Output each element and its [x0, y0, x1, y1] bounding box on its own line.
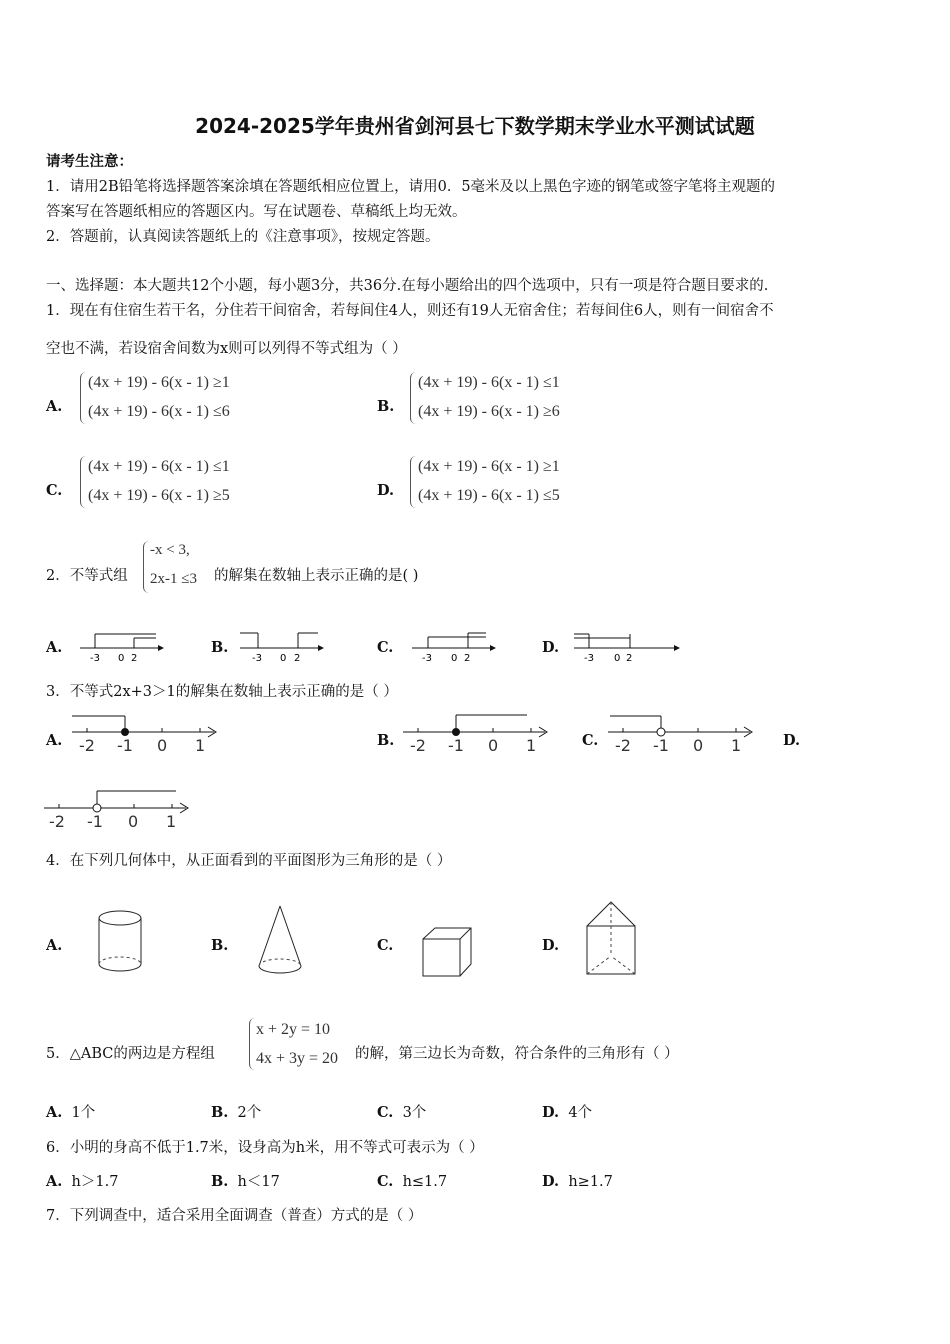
- q2-system: -x < 3, 2x-1 ≤3: [150, 542, 197, 587]
- q3-option-b-label[interactable]: B.: [377, 732, 395, 749]
- q2-option-c-numberline: [412, 628, 502, 664]
- q2-option-a-numberline: [80, 628, 170, 664]
- q3-text: 3．不等式2x+3＞1的解集在数轴上表示正确的是（ ）: [46, 684, 398, 700]
- q6-option-c[interactable]: C. h≤1.7: [377, 1173, 448, 1190]
- svg-text:-3: -3: [584, 653, 594, 664]
- cone-icon: [256, 904, 306, 978]
- svg-text:1: 1: [526, 736, 537, 755]
- brace: [80, 456, 86, 508]
- q1-option-c-label[interactable]: C.: [46, 482, 63, 499]
- q3-option-a-label[interactable]: A.: [46, 732, 63, 749]
- svg-text:1: 1: [731, 736, 742, 755]
- notice-line-1a: 1．请用2B铅笔将选择题答案涂填在答题纸相应位置上，请用0．5毫米及以上黑色字迹的钢笔或签字笔将主观题的: [46, 179, 776, 195]
- svg-text:0: 0: [118, 653, 125, 664]
- q5-suffix: 的解，第三边长为奇数，符合条件的三角形有（ ）: [355, 1046, 679, 1062]
- q2-option-b-label[interactable]: B.: [211, 639, 229, 656]
- q1-option-b-label[interactable]: B.: [377, 398, 395, 415]
- triangular-prism-icon: [584, 898, 640, 980]
- svg-text:1: 1: [195, 736, 206, 755]
- q1-option-d-label[interactable]: D.: [377, 482, 395, 499]
- svg-text:-1: -1: [653, 736, 669, 755]
- q5-option-d[interactable]: D. 4个: [542, 1104, 593, 1121]
- notice-heading: 请考生注意：: [46, 153, 133, 170]
- q2-suffix: 的解集在数轴上表示正确的是( ): [214, 568, 419, 584]
- q1-option-a-label[interactable]: A.: [46, 398, 63, 415]
- q5-option-c[interactable]: C. 3个: [377, 1104, 427, 1121]
- brace: [410, 372, 416, 424]
- svg-text:2: 2: [626, 653, 633, 664]
- q1-option-a-system: (4x + 19) - 6(x - 1) ≥1 (4x + 19) - 6(x - 1) ≤6: [88, 374, 230, 420]
- q1-option-b-system: (4x + 19) - 6(x - 1) ≤1 (4x + 19) - 6(x - 1) ≥6: [418, 374, 560, 420]
- q3-option-c-numberline: [608, 712, 758, 756]
- svg-text:-3: -3: [90, 653, 100, 664]
- q1-text-b: 空也不满，若设宿舍间数为x则可以列得不等式组为（ ）: [46, 341, 407, 357]
- brace: [143, 541, 149, 593]
- q5-option-b[interactable]: B. 2个: [211, 1104, 262, 1121]
- q2-prefix: 2．不等式组: [46, 568, 128, 584]
- q7-text: 7．下列调查中，适合采用全面调查（普查）方式的是（ ）: [46, 1208, 423, 1224]
- svg-text:0: 0: [280, 653, 287, 664]
- q2-option-a-label[interactable]: A.: [46, 639, 63, 656]
- section-heading: 一、选择题：本大题共12个小题，每小题3分，共36分.在每小题给出的四个选项中，只有一项是符合题目要求的.: [46, 278, 769, 294]
- q5-option-a[interactable]: A. 1个: [46, 1104, 96, 1121]
- q6-option-a[interactable]: A. h＞1.7: [46, 1173, 119, 1190]
- q2-option-d-label[interactable]: D.: [542, 639, 560, 656]
- q1-option-d-system: (4x + 19) - 6(x - 1) ≥1 (4x + 19) - 6(x - 1) ≤5: [418, 458, 560, 504]
- svg-text:-1: -1: [87, 812, 103, 831]
- q5-prefix: 5．△ABC的两边是方程组: [46, 1046, 215, 1062]
- cube-icon: [421, 926, 475, 980]
- svg-text:-2: -2: [615, 736, 631, 755]
- q3-option-b-numberline: [403, 712, 553, 756]
- q1-option-c-system: (4x + 19) - 6(x - 1) ≤1 (4x + 19) - 6(x - 1) ≥5: [88, 458, 230, 504]
- q4-option-c-label[interactable]: C.: [377, 937, 394, 954]
- svg-text:0: 0: [488, 736, 499, 755]
- q5-system: x + 2y = 10 4x + 3y = 20: [256, 1021, 339, 1067]
- q3-option-d-label[interactable]: D.: [783, 732, 801, 749]
- svg-text:-2: -2: [410, 736, 426, 755]
- svg-text:-1: -1: [448, 736, 464, 755]
- q2-option-b-numberline: [240, 628, 330, 664]
- q6-option-d[interactable]: D. h≥1.7: [542, 1173, 613, 1190]
- svg-text:1: 1: [166, 812, 177, 831]
- q4-text: 4．在下列几何体中，从正面看到的平面图形为三角形的是（ ）: [46, 853, 452, 869]
- svg-text:0: 0: [614, 653, 621, 664]
- q4-option-b-label[interactable]: B.: [211, 937, 229, 954]
- notice-line-1b: 答案写在答题纸相应的答题区内。写在试题卷、草稿纸上均无效。: [46, 204, 467, 220]
- q3-option-d-numberline: [44, 788, 194, 832]
- cylinder-icon: [96, 908, 146, 978]
- q1-text-a: 1．现在有住宿生若干名，分住若干间宿舍，若每间住4人，则还有19人无宿舍住；若每间住6人，则有一间宿舍不: [46, 303, 774, 319]
- svg-text:2: 2: [294, 653, 301, 664]
- brace: [249, 1018, 255, 1070]
- svg-text:-2: -2: [49, 812, 65, 831]
- svg-text:0: 0: [128, 812, 139, 831]
- page-title: 2024-2025学年贵州省剑河县七下数学期末学业水平测试试题: [195, 114, 755, 138]
- q6-text: 6．小明的身高不低于1.7米，设身高为h米，用不等式可表示为（ ）: [46, 1140, 484, 1156]
- q3-option-c-label[interactable]: C.: [582, 732, 599, 749]
- q2-option-d-numberline: [574, 628, 684, 664]
- q4-option-d-label[interactable]: D.: [542, 937, 560, 954]
- q6-option-b[interactable]: B. h＜17: [211, 1173, 280, 1190]
- q2-option-c-label[interactable]: C.: [377, 639, 394, 656]
- svg-text:0: 0: [157, 736, 168, 755]
- q4-option-a-label[interactable]: A.: [46, 937, 63, 954]
- svg-text:-1: -1: [117, 736, 133, 755]
- svg-text:2: 2: [131, 653, 138, 664]
- brace: [80, 372, 86, 424]
- svg-text:2: 2: [464, 653, 471, 664]
- brace: [410, 456, 416, 508]
- svg-text:-2: -2: [79, 736, 95, 755]
- q3-option-a-numberline: [72, 712, 222, 756]
- notice-line-2: 2．答题前，认真阅读答题纸上的《注意事项》，按规定答题。: [46, 229, 440, 245]
- svg-text:0: 0: [693, 736, 704, 755]
- svg-text:-3: -3: [422, 653, 432, 664]
- svg-text:0: 0: [451, 653, 458, 664]
- svg-text:-3: -3: [252, 653, 262, 664]
